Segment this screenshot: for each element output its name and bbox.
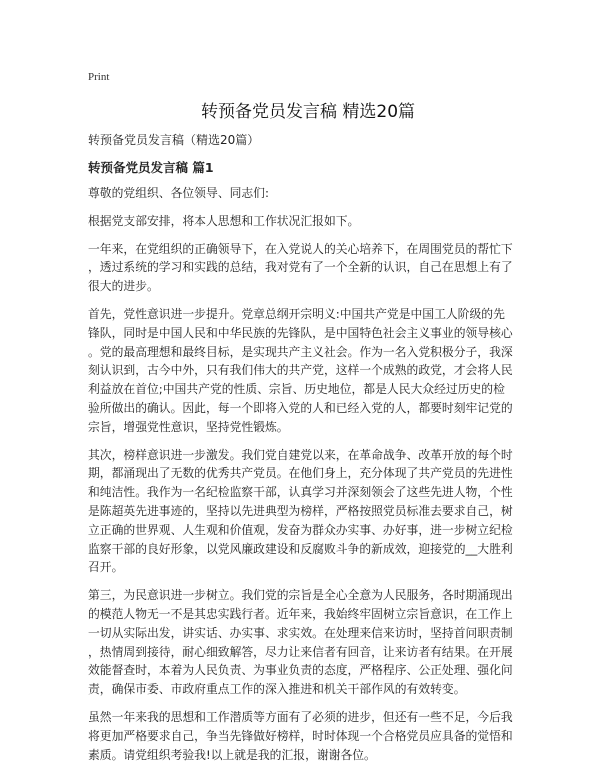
paragraph-line: 根据党支部安排，将本人思想和工作状况汇报如下。 <box>88 213 360 228</box>
paragraph-line: 刻认识到，古今中外，只有我们伟大的共产党，这样一个成熟的政党，才会将人民 <box>88 363 513 378</box>
section-heading: 转预备党员发言稿 篇1 <box>88 160 214 175</box>
document-subtitle: 转预备党员发言稿（精选20篇） <box>88 133 260 147</box>
paragraph-line: 是陈超英先进事迹的，坚持以先进典型为榜样，严格按照党员标准去要求自己，树 <box>88 503 513 518</box>
document-body <box>88 184 513 773</box>
paragraph-line: 第三，为民意识进一步树立。我们党的宗旨是全心全意为人民服务，各时期涌现出 <box>88 588 513 603</box>
paragraph <box>88 586 513 699</box>
paragraph-line: ，透过系统的学习和实践的总结，我对党有了一个全新的认识，自己在思想上有了 <box>88 260 513 275</box>
paragraph-line: 利益放在首位;中国共产党的性质、宗旨、历史地位，都是人民大众经过历史的检 <box>88 382 505 397</box>
paragraph-line: 的模范人物无一不是其忠实践行者。近年来，我始终牢固树立宗旨意识，在工作上 <box>88 606 513 621</box>
paragraph-line: 虽然一年来我的思想和工作潜质等方面有了必须的进步，但还有一些不足，今后我 <box>88 709 513 724</box>
paragraph-line: 尊敬的党组织、各位领导、同志们: <box>88 186 269 200</box>
paragraph-line: 其次，榜样意识进一步激发。我们党自建党以来，在革命战争、改革开放的每个时 <box>88 447 513 462</box>
paragraph-line: 一年来，在党组织的正确领导下，在入党说人的关心培养下，在周围党员的帮忙下 <box>88 241 513 256</box>
paragraph-line: ，热情周到接待，耐心细致解答，尽力让来信者有回音，让来访者有结果。在开展 <box>88 644 513 659</box>
paragraph-line: 效能督查时，本着为人民负责、为事业负责的态度，严格程序、公正处理、强化问 <box>88 663 513 678</box>
paragraph-line: 素质。请党组织考验我!以上就是我的汇报，谢谢各位。 <box>88 747 376 762</box>
paragraph-line: 将更加严格要求自己，争当先锋做好榜样，时时体现一个合格党员应具备的觉悟和 <box>88 728 513 743</box>
paragraph <box>88 305 513 437</box>
paragraph-line: 验所做出的确认。因此，每一个即将入党的人和已经入党的人，都要时刻牢记党的 <box>88 400 513 415</box>
print-label: Print <box>88 71 110 83</box>
paragraph-line: 责，确保市委、市政府重点工作的深入推进和机关干部作风的有效转变。 <box>88 682 466 697</box>
paragraph <box>88 184 513 203</box>
paragraph <box>88 708 513 764</box>
paragraph-line: 和纯洁性。我作为一名纪检监察干部，认真学习并深刻领会了这些先进人物，个性 <box>88 485 513 500</box>
paragraph-line: 一切从实际出发，讲实话、办实事、求实效。在处理来信来访时，坚持首问职责制 <box>88 625 513 640</box>
paragraph-line: 监察干部的良好形象，以党风廉政建设和反腐败斗争的新成效，迎接党的__大胜利 <box>88 541 513 556</box>
paragraph-line: 立正确的世界观、人生观和价值观，发奋为群众办实事、办好事，进一步树立纪检 <box>88 522 513 537</box>
paragraph <box>88 446 513 578</box>
paragraph <box>88 240 513 296</box>
paragraph-line: 召开。 <box>88 560 124 575</box>
paragraph-line: 很大的进步。 <box>88 279 159 294</box>
paragraph <box>88 212 513 231</box>
paragraph-line: 。党的最高理想和最终目标，是实现共产主义社会。作为一名入党积极分子，我深 <box>88 344 513 359</box>
paragraph-line: 首先，党性意识进一步提升。党章总纲开宗明义:中国共产党是中国工人阶级的先 <box>88 306 505 321</box>
paragraph-line: 锋队，同时是中国人民和中华民族的先锋队，是中国特色社会主义事业的领导核心 <box>88 325 513 340</box>
document-title: 转预备党员发言稿 精选20篇 <box>200 102 416 122</box>
paragraph-line: 宗旨，增强党性意识，坚持党性锻炼。 <box>88 419 289 434</box>
paragraph-line: 期，都涌现出了无数的优秀共产党员。在他们身上，充分体现了共产党员的先进性 <box>88 466 513 481</box>
